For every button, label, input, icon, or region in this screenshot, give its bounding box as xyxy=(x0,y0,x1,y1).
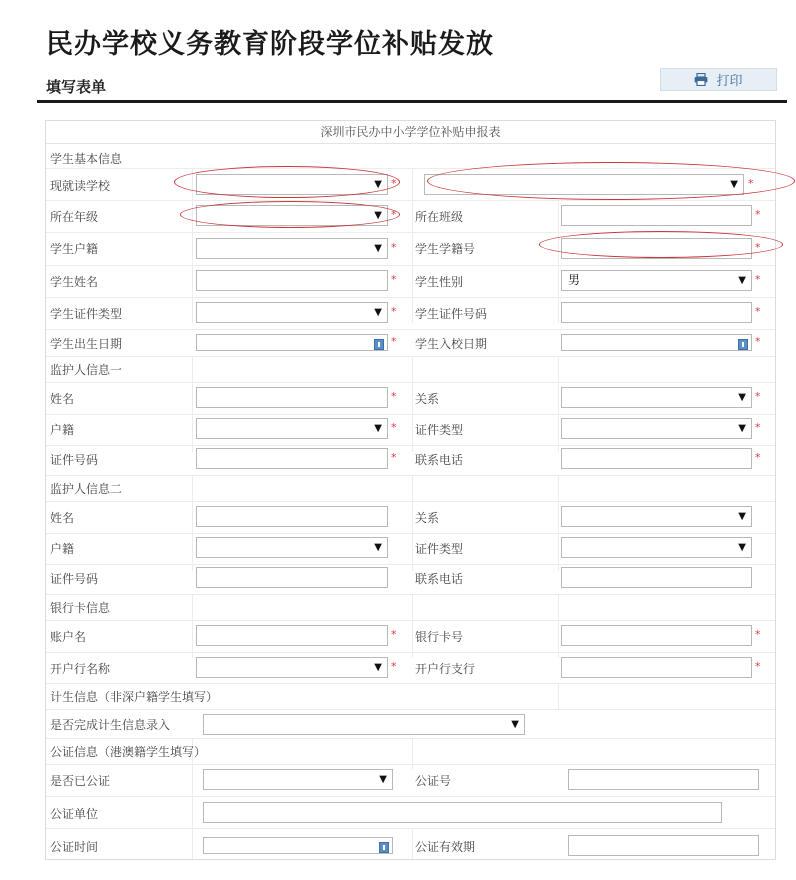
required-mark: * xyxy=(755,241,761,254)
required-mark: * xyxy=(755,273,761,286)
required-mark: * xyxy=(755,660,761,673)
family-planning-select[interactable] xyxy=(203,714,525,735)
label-notary-validity: 公证有效期 xyxy=(415,840,476,854)
section-family-planning: 计生信息（非深户籍学生填写） xyxy=(50,690,219,704)
guardian2-phone-input[interactable] xyxy=(561,567,752,588)
row-divider xyxy=(46,796,775,797)
required-mark: * xyxy=(391,335,397,348)
required-mark: * xyxy=(391,628,397,641)
form-subtitle: 填写表单 xyxy=(46,78,107,96)
row-divider xyxy=(46,297,775,298)
section-bank: 银行卡信息 xyxy=(50,601,111,615)
column-divider xyxy=(558,475,559,571)
student-name-input[interactable] xyxy=(196,270,388,291)
row-divider xyxy=(46,445,775,446)
enroll-date-input[interactable] xyxy=(561,334,752,351)
notarized-select[interactable] xyxy=(203,769,393,790)
label-notarized: 是否已公证 xyxy=(50,774,111,788)
row-divider xyxy=(46,533,775,534)
label-student-household: 学生户籍 xyxy=(50,242,99,256)
required-mark: * xyxy=(391,305,397,318)
column-divider xyxy=(558,594,559,658)
row-divider xyxy=(46,414,775,415)
row-divider xyxy=(46,594,775,595)
row-divider xyxy=(46,709,775,710)
column-divider xyxy=(558,683,559,709)
label-current-school: 现就读学校 xyxy=(50,179,111,193)
calendar-icon[interactable] xyxy=(379,842,389,853)
label-bank-branch: 开户行支行 xyxy=(415,662,476,676)
guardian1-id-number-input[interactable] xyxy=(196,448,388,469)
guardian2-id-number-input[interactable] xyxy=(196,567,388,588)
row-divider xyxy=(46,683,775,684)
label-student-name: 学生姓名 xyxy=(50,275,99,289)
label-guardian1-household: 户籍 xyxy=(50,423,75,437)
bank-name-select[interactable] xyxy=(196,657,388,678)
row-divider xyxy=(46,501,775,502)
required-mark: * xyxy=(391,177,397,190)
row-divider xyxy=(46,356,775,357)
row-divider xyxy=(46,200,775,201)
column-divider xyxy=(412,828,413,861)
row-divider xyxy=(46,265,775,266)
label-id-type: 学生证件类型 xyxy=(50,307,123,321)
annotation-ellipse xyxy=(539,231,783,258)
guardian1-id-type-select[interactable] xyxy=(561,418,752,439)
required-mark: * xyxy=(755,390,761,403)
column-divider xyxy=(412,475,413,571)
label-guardian2-household: 户籍 xyxy=(50,542,75,556)
row-divider xyxy=(46,329,775,330)
required-mark: * xyxy=(391,660,397,673)
label-guardian2-name: 姓名 xyxy=(50,511,75,525)
row-divider xyxy=(46,652,775,653)
gender-select[interactable]: 男 ▼ xyxy=(561,270,752,291)
calendar-icon[interactable] xyxy=(738,339,748,350)
label-grade: 所在年级 xyxy=(50,210,99,224)
label-guardian2-id-number: 证件号码 xyxy=(50,572,99,586)
print-button[interactable] xyxy=(660,68,777,91)
label-guardian1-phone: 联系电话 xyxy=(415,453,464,467)
label-id-number: 学生证件号码 xyxy=(415,307,488,321)
notary-number-input[interactable] xyxy=(568,769,759,790)
guardian1-household-select[interactable] xyxy=(196,418,388,439)
notary-validity-input[interactable] xyxy=(568,835,759,856)
row-divider xyxy=(46,382,775,383)
section-student-info: 学生基本信息 xyxy=(50,152,123,166)
annotation-ellipse xyxy=(427,162,795,200)
label-guardian1-name: 姓名 xyxy=(50,392,75,406)
label-notary-time: 公证时间 xyxy=(50,840,99,854)
label-notary-org: 公证单位 xyxy=(50,807,99,821)
required-mark: * xyxy=(755,305,761,318)
label-class: 所在班级 xyxy=(415,210,464,224)
column-divider xyxy=(192,475,193,571)
column-divider xyxy=(558,356,559,452)
required-mark: * xyxy=(391,273,397,286)
label-enroll-date: 学生入校日期 xyxy=(415,337,488,351)
label-guardian2-id-type: 证件类型 xyxy=(415,542,464,556)
printer-icon xyxy=(694,73,708,86)
form-heading: 深圳市民办中小学学位补贴申报表 xyxy=(46,121,775,144)
row-divider xyxy=(46,764,775,765)
column-divider xyxy=(412,738,413,770)
guardian1-phone-input[interactable] xyxy=(561,448,752,469)
calendar-icon[interactable] xyxy=(374,339,384,350)
label-guardian1-id-number: 证件号码 xyxy=(50,453,99,467)
notary-org-input[interactable] xyxy=(203,802,722,823)
required-mark: * xyxy=(755,451,761,464)
annotation-ellipse xyxy=(174,166,400,198)
label-birth-date: 学生出生日期 xyxy=(50,337,123,351)
birth-date-input[interactable] xyxy=(196,334,388,351)
guardian2-name-input[interactable] xyxy=(196,506,388,527)
required-mark: * xyxy=(755,335,761,348)
row-divider xyxy=(46,828,775,829)
label-notary-number: 公证号 xyxy=(415,774,452,788)
label-account-name: 账户名 xyxy=(50,630,87,644)
account-name-input[interactable] xyxy=(196,625,388,646)
row-divider xyxy=(46,620,775,621)
label-student-number: 学生学籍号 xyxy=(415,242,476,256)
required-mark: * xyxy=(755,208,761,221)
column-divider xyxy=(412,168,413,323)
card-number-input[interactable] xyxy=(561,625,752,646)
class-input[interactable] xyxy=(561,205,752,226)
student-id-type-select[interactable] xyxy=(196,302,388,323)
student-id-number-input[interactable] xyxy=(561,302,752,323)
required-mark: * xyxy=(391,451,397,464)
guardian1-name-input[interactable] xyxy=(196,387,388,408)
label-card-number: 银行卡号 xyxy=(415,630,464,644)
row-divider xyxy=(46,564,775,565)
annotation-ellipse xyxy=(180,201,400,228)
row-divider xyxy=(46,475,775,476)
guardian2-id-type-select[interactable] xyxy=(561,537,752,558)
required-mark: * xyxy=(748,177,754,190)
column-divider xyxy=(412,594,413,658)
student-household-select[interactable] xyxy=(196,238,388,259)
header-divider xyxy=(37,100,787,103)
guardian1-relation-select[interactable] xyxy=(561,387,752,408)
notary-time-input[interactable] xyxy=(203,837,393,854)
label-guardian2-phone: 联系电话 xyxy=(415,572,464,586)
row-divider xyxy=(46,738,775,739)
required-mark: * xyxy=(755,421,761,434)
label-guardian1-id-type: 证件类型 xyxy=(415,423,464,437)
label-family-planning-completed: 是否完成计生信息录入 xyxy=(50,718,171,732)
column-divider xyxy=(558,200,559,323)
label-bank-name: 开户行名称 xyxy=(50,662,111,676)
section-guardian-2: 监护人信息二 xyxy=(50,482,123,496)
required-mark: * xyxy=(391,241,397,254)
label-guardian1-relation: 关系 xyxy=(415,392,440,406)
print-label: 打印 xyxy=(716,74,743,89)
column-divider xyxy=(192,594,193,658)
guardian2-household-select[interactable] xyxy=(196,537,388,558)
required-mark: * xyxy=(391,421,397,434)
section-notary: 公证信息（港澳籍学生填写） xyxy=(50,745,207,759)
section-guardian-1: 监护人信息一 xyxy=(50,363,123,377)
bank-branch-input[interactable] xyxy=(561,657,752,678)
page-title: 民办学校义务教育阶段学位补贴发放 xyxy=(46,29,494,60)
column-divider xyxy=(412,356,413,452)
guardian2-relation-select[interactable] xyxy=(561,506,752,527)
label-gender: 学生性别 xyxy=(415,275,464,289)
column-divider xyxy=(192,356,193,452)
required-mark: * xyxy=(391,390,397,403)
required-mark: * xyxy=(391,208,397,221)
column-divider xyxy=(192,168,193,323)
required-mark: * xyxy=(755,628,761,641)
label-guardian2-relation: 关系 xyxy=(415,511,440,525)
